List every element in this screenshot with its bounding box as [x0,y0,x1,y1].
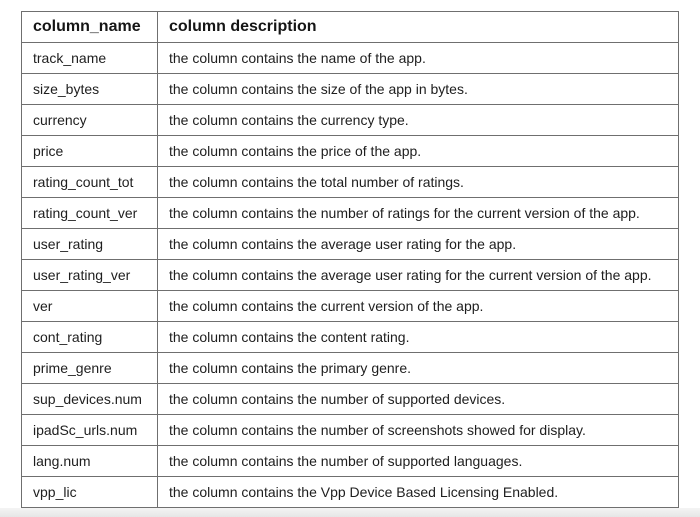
table-row [22,229,679,260]
cell-column-description: the column contains the average user rating for the app. [158,229,679,260]
cell-column-name: size_bytes [22,74,158,105]
cell-column-description: the column contains the price of the app. [158,136,679,167]
cell-column-description: the column contains the size of the app in bytes. [158,74,679,105]
cell-column-name: rating_count_ver [22,198,158,229]
cell-column-description: the column contains the current version of the app. [158,291,679,322]
cell-column-description: the column contains the number of supported languages. [158,446,679,477]
table-row [22,198,679,229]
cell-column-name: ver [22,291,158,322]
table-row [22,291,679,322]
cell-column-description: the column contains the primary genre. [158,353,679,384]
cell-column-name: rating_count_tot [22,167,158,198]
cell-column-name: cont_rating [22,322,158,353]
table-row [22,43,679,74]
cell-column-description: the column contains the number of screenshots showed for display. [158,415,679,446]
bottom-edge-strip [0,508,700,517]
cell-column-name: prime_genre [22,353,158,384]
cell-column-description: the column contains the content rating. [158,322,679,353]
cell-column-name: ipadSc_urls.num [22,415,158,446]
cell-column-description: the column contains the number of ratings for the current version of the app. [158,198,679,229]
table-row [22,477,679,508]
table-body [22,43,679,508]
column-description-table-container [21,11,678,508]
cell-column-description: the column contains the number of supported devices. [158,384,679,415]
cell-column-name: currency [22,105,158,136]
table-row [22,105,679,136]
cell-column-description: the column contains the name of the app. [158,43,679,74]
table-row [22,74,679,105]
column-description-table [21,11,679,508]
table-row [22,384,679,415]
cell-column-name: track_name [22,43,158,74]
cell-column-description: the column contains the average user rating for the current version of the app. [158,260,679,291]
cell-column-name: user_rating [22,229,158,260]
table-header [22,12,679,43]
cell-column-name: vpp_lic [22,477,158,508]
table-row [22,322,679,353]
header-row [22,12,679,43]
cell-column-description: the column contains the currency type. [158,105,679,136]
table-row [22,415,679,446]
table-row [22,446,679,477]
cell-column-name: sup_devices.num [22,384,158,415]
header-column-description: column description [158,12,679,43]
cell-column-description: the column contains the total number of ratings. [158,167,679,198]
table-row [22,136,679,167]
cell-column-name: lang.num [22,446,158,477]
cell-column-name: user_rating_ver [22,260,158,291]
cell-column-description: the column contains the Vpp Device Based Licensing Enabled. [158,477,679,508]
table-row [22,353,679,384]
cell-column-name: price [22,136,158,167]
table-row [22,167,679,198]
header-column-name: column_name [22,12,158,43]
table-row [22,260,679,291]
